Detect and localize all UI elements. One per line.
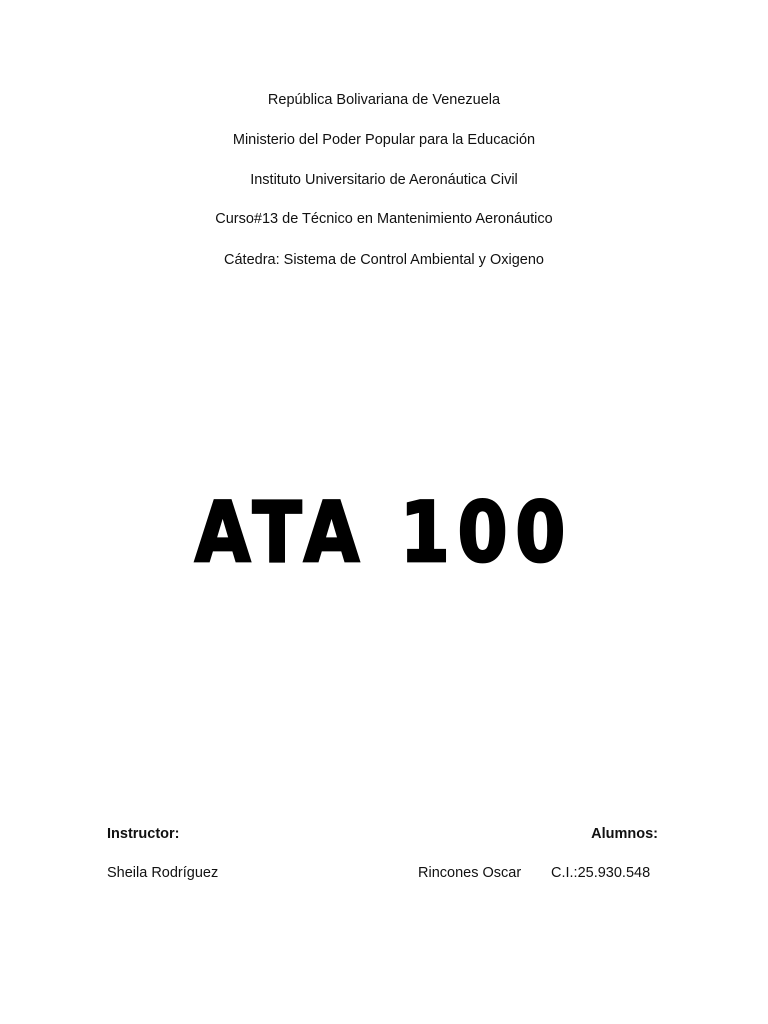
document-title: ATA 100 [194, 484, 574, 581]
students-label: Alumnos: [591, 826, 658, 842]
header-subject: Cátedra: Sistema de Control Ambiental y Oxigeno [224, 252, 544, 268]
header-course: Curso#13 de Técnico en Mantenimiento Aeronáutico [215, 211, 553, 227]
header-ministry: Ministerio del Poder Popular para la Educación [232, 132, 536, 148]
header-institute: Instituto Universitario de Aeronáutica Civil [250, 172, 518, 188]
instructor-name: Sheila Rodríguez [107, 865, 219, 881]
instructor-label: Instructor: [107, 826, 180, 842]
student-name: Rincones Oscar [418, 865, 522, 881]
header-country: República Bolivariana de Venezuela [267, 92, 501, 108]
student-id: C.I.:25.930.548 [551, 865, 651, 881]
